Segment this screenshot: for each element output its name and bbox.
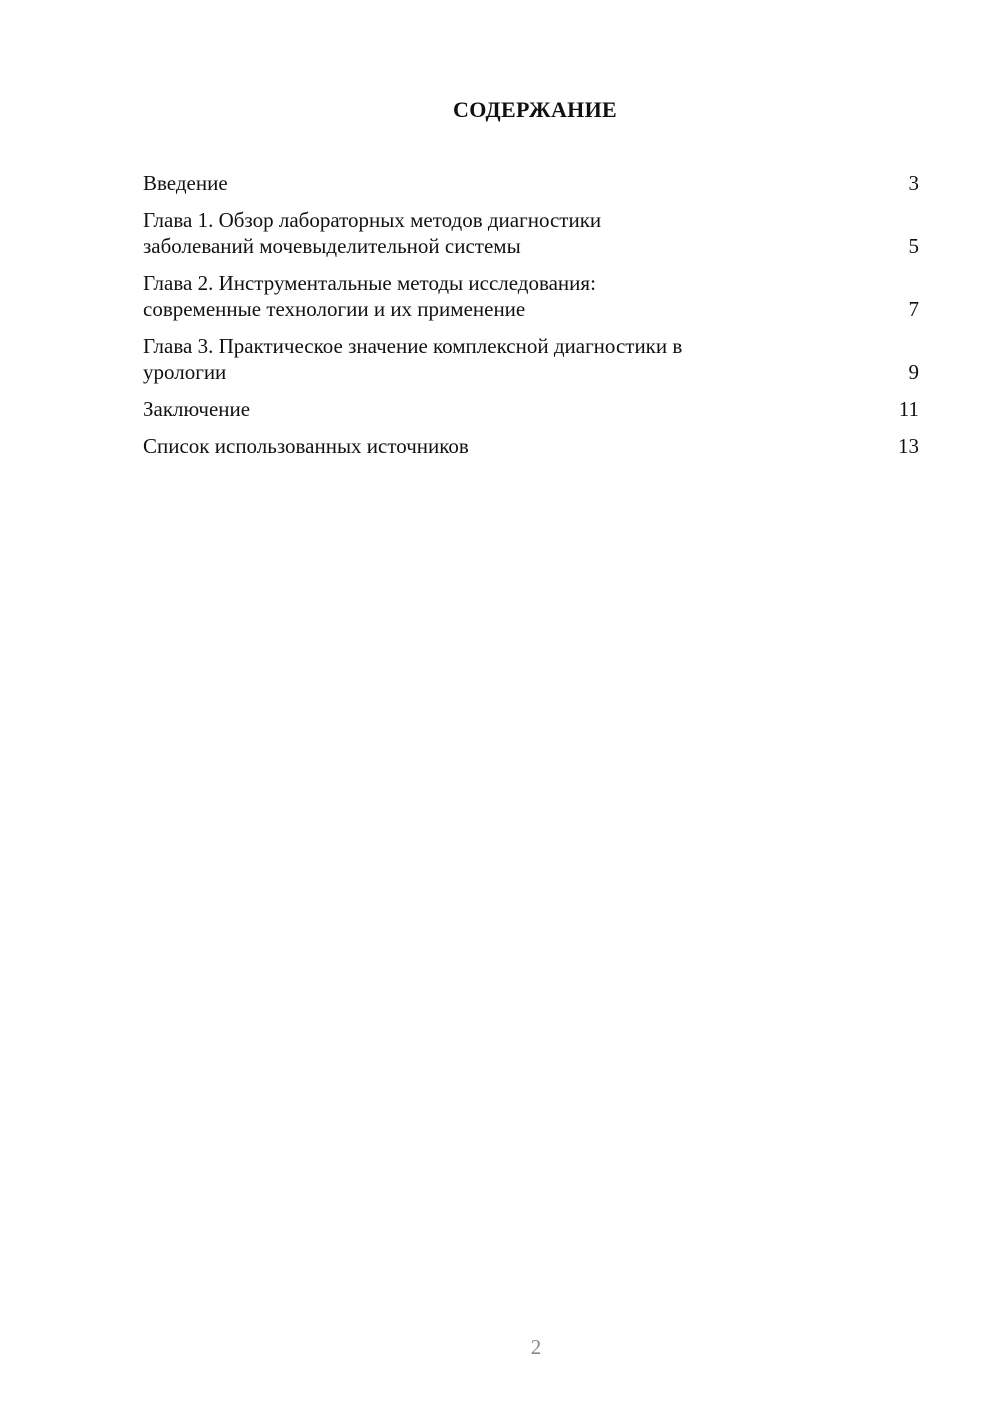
toc-entry-line: заболеваний мочевыделительной системы (143, 234, 521, 258)
toc-entry-title (143, 333, 682, 385)
toc-entry-title (143, 207, 601, 259)
toc-entry-line: Глава 1. Обзор лабораторных методов диагностики (143, 208, 602, 232)
toc-entry-chapter-3 (143, 333, 919, 385)
toc-entry-page-number: 3 (908, 171, 919, 195)
toc-entry-line: Глава 3. Практическое значение комплексной диагностики в (143, 334, 683, 358)
toc-entry-title (143, 396, 250, 422)
table-of-contents (143, 170, 919, 470)
toc-entry-line: Список использованных источников (143, 434, 469, 458)
toc-entry-chapter-2 (143, 270, 919, 322)
toc-entry-conclusion (143, 396, 919, 422)
toc-entry-page-number: 9 (908, 360, 919, 384)
toc-entry-page-number: 13 (898, 434, 919, 458)
toc-entry-title (143, 270, 596, 322)
toc-entry-references (143, 433, 919, 459)
toc-entry-line: урологии (143, 360, 227, 384)
toc-entry-line: Глава 2. Инструментальные методы исследования: (143, 271, 596, 295)
page-number: 2 (530, 1335, 542, 1359)
toc-entry-line: современные технологии и их применение (143, 297, 526, 321)
toc-entry-title (143, 170, 228, 196)
page-title: СОДЕРЖАНИЕ (453, 97, 617, 122)
toc-entry-introduction (143, 170, 919, 196)
toc-entry-line: Введение (143, 171, 228, 195)
toc-entry-chapter-1 (143, 207, 919, 259)
toc-entry-line: Заключение (143, 397, 251, 421)
toc-entry-page-number: 11 (898, 397, 919, 421)
toc-entry-page-number: 7 (908, 297, 919, 321)
toc-entry-page-number: 5 (908, 234, 919, 258)
toc-entry-title (143, 433, 469, 459)
